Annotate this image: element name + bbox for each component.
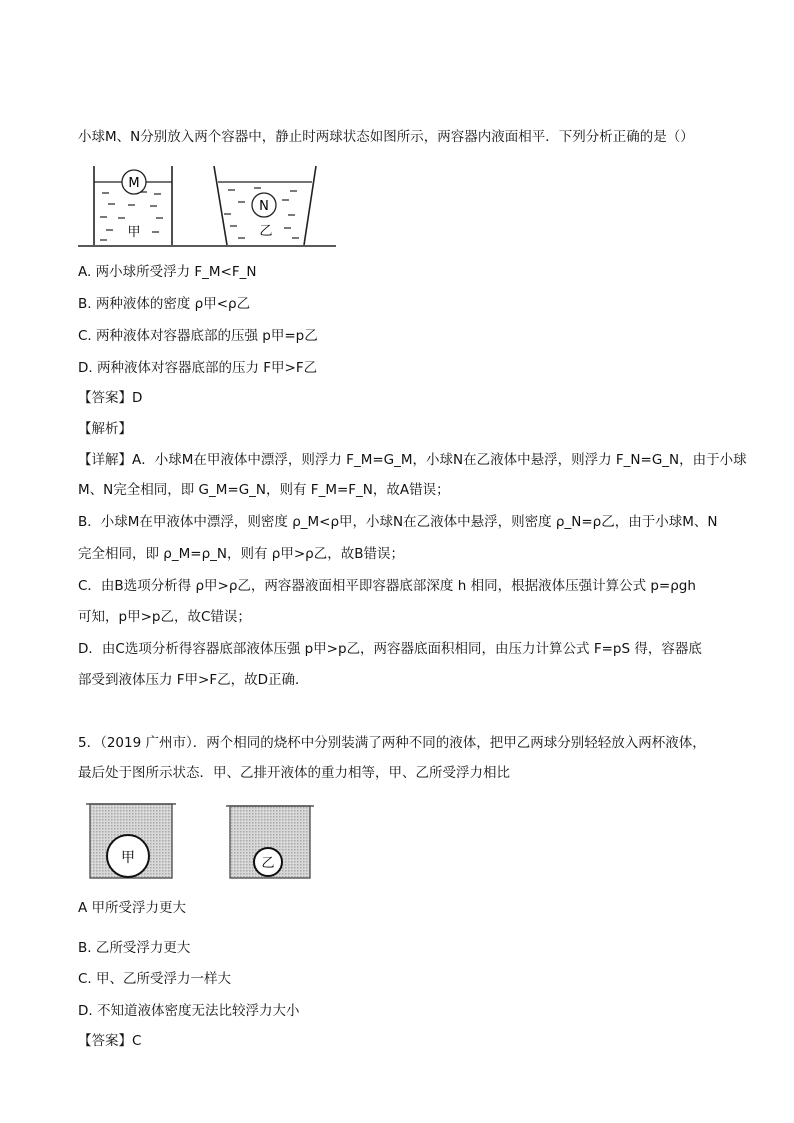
q4-analysis-line: 部受到液体压力 F甲>F乙，故D正确． — [78, 672, 309, 688]
ball-m-label: M — [128, 176, 140, 191]
q4-figure — [78, 160, 340, 252]
container-right-label: 乙 — [259, 224, 273, 239]
q4-option-d: D. 两种液体对容器底部的压力 F甲>F乙 — [78, 360, 318, 376]
q5-option-d: D. 不知道液体密度无法比较浮力大小 — [78, 1003, 300, 1019]
q4-option-c: C. 两种液体对容器底部的压强 p甲=p乙 — [78, 328, 318, 344]
q5-stem-line: 最后处于图所示状态．甲、乙排开液体的重力相等，甲、乙所受浮力相比 — [78, 765, 510, 781]
q4-analysis-line: B．小球M在甲液体中漂浮，则密度 ρ_M<ρ甲，小球N在乙液体中悬浮，则密度 ρ_N=ρ乙，由于小球M、N — [78, 514, 718, 530]
q5-option-b: B. 乙所受浮力更大 — [78, 940, 191, 956]
q4-analysis-line: 【详解】A．小球M在甲液体中漂浮，则浮力 F_M=G_M，小球N在乙液体中悬浮，则浮力 F_N=G_N，由于小球 — [78, 452, 747, 468]
q4-answer: 【答案】D — [78, 390, 143, 406]
q4-analysis-line: 可知，p甲>p乙，故C错误； — [78, 609, 251, 625]
q4-analysis-title: 【解析】 — [78, 421, 132, 437]
q5-option-c: C. 甲、乙所受浮力一样大 — [78, 971, 232, 987]
ball-jia-label: 甲 — [121, 850, 135, 866]
q4-analysis-line: 完全相同，即 ρ_M=ρ_N，则有 ρ甲>ρ乙，故B错误； — [78, 546, 404, 562]
q4-option-a: A. 两小球所受浮力 F_M<F_N — [78, 264, 257, 280]
q5-option-a: A 甲所受浮力更大 — [78, 900, 187, 916]
ball-yi-label: 乙 — [261, 856, 275, 871]
q5-answer: 【答案】C — [78, 1033, 142, 1049]
ball-n-label: N — [259, 199, 269, 214]
q4-analysis-line: C．由B选项分析得 ρ甲>ρ乙，两容器液面相平即容器底部深度 h 相同，根据液体压强计算公式 p=ρgh — [78, 578, 696, 594]
q4-analysis-line: M、N完全相同，即 G_M=G_N，则有 F_M=F_N，故A错误； — [78, 482, 450, 498]
q4-analysis-line: D．由C选项分析得容器底部液体压强 p甲>p乙，两容器底面积相同，由压力计算公式 F=pS 得，容器底 — [78, 641, 702, 657]
q5-figure — [84, 798, 316, 884]
q5-stem-line: 5．（2019 广州市）．两个相同的烧杯中分别装满了两种不同的液体，把甲乙两球分别轻轻放入两杯液体， — [78, 735, 706, 751]
q4-stem: 小球M、N分别放入两个容器中，静止时两球状态如图所示，两容器内液面相平．下列分析正确的是（） — [78, 129, 694, 145]
q4-option-b: B. 两种液体的密度 ρ甲<ρ乙 — [78, 296, 251, 312]
container-left-label: 甲 — [127, 225, 141, 240]
